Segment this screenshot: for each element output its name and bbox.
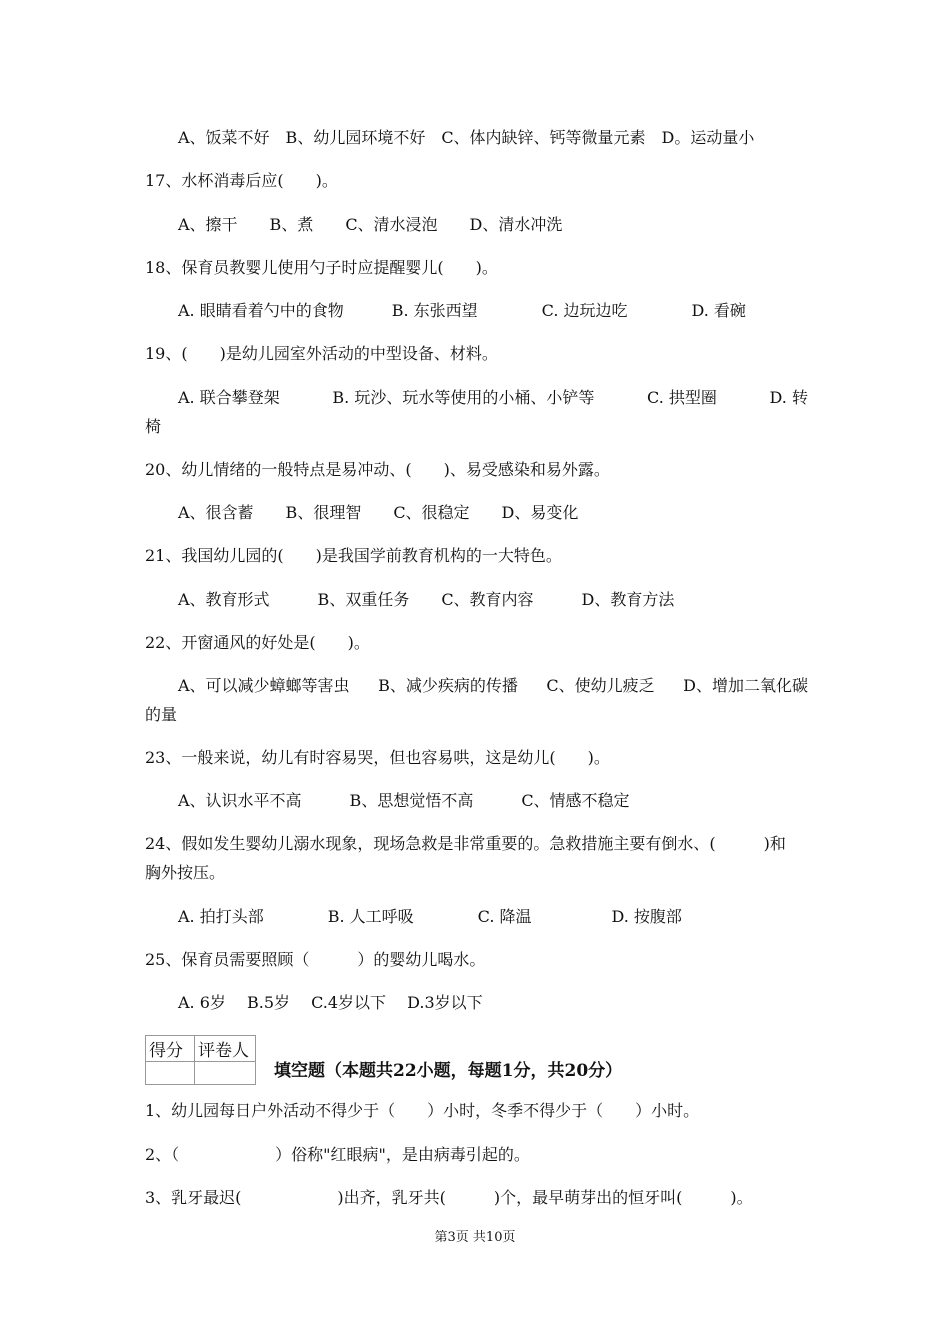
q19-option-a: A. 联合攀登架 <box>178 388 280 407</box>
question-22: 22、开窗通风的好处是( )。 <box>145 633 370 652</box>
q23-options: A、认识水平不高 B、思想觉悟不高 C、情感不稳定 <box>178 791 630 810</box>
question-24-wrap: 胸外按压。 <box>145 863 226 882</box>
grader-header: 评卷人 <box>195 1036 256 1062</box>
q19-option-b: B. 玩沙、玩水等使用的小桶、小铲等 <box>332 388 595 407</box>
page-footer: 第3页 共10页 <box>434 1230 516 1245</box>
q22-option-d: D、增加二氧化碳 <box>683 676 808 695</box>
q16-options: A、饭菜不好 B、幼儿园环境不好 C、体内缺锌、钙等微量元素 D。运动量小 <box>178 128 755 147</box>
fill-question-2: 2、（ ）俗称"红眼病"，是由病毒引起的。 <box>145 1145 530 1164</box>
q20-options: A、很含蓄 B、很理智 C、很稳定 D、易变化 <box>178 503 579 522</box>
q22-option-b: B、减少疾病的传播 <box>378 676 518 695</box>
q19-options-wrap: 椅 <box>145 417 162 436</box>
q24-options: A. 拍打头部 B. 人工呼吸 C. 降温 D. 按腹部 <box>178 907 682 926</box>
q21-options: A、教育形式 B、双重任务 C、教育内容 D、教育方法 <box>178 590 675 609</box>
question-24: 24、假如发生婴幼儿溺水现象，现场急救是非常重要的。急救措施主要有倒水、( )和 <box>145 834 786 853</box>
score-table <box>145 1035 256 1085</box>
q22-options <box>178 671 810 700</box>
question-19: 19、( )是幼儿园室外活动的中型设备、材料。 <box>145 344 498 363</box>
section-title: 填空题（本题共22小题，每题1分，共20分） <box>274 1061 623 1081</box>
grader-cell <box>195 1062 256 1085</box>
q19-option-c: C. 拱型圈 <box>647 388 717 407</box>
q19-option-d: D. 转 <box>769 388 808 407</box>
q25-options: A. 6岁 B.5岁 C.4岁以下 D.3岁以下 <box>178 993 483 1012</box>
q22-options-wrap: 的量 <box>145 705 178 724</box>
fill-question-1: 1、幼儿园每日户外活动不得少于（ ）小时，冬季不得少于（ ）小时。 <box>145 1101 700 1120</box>
question-18: 18、保育员教婴儿使用勺子时应提醒婴儿( )。 <box>145 258 498 277</box>
score-header: 得分 <box>146 1036 195 1062</box>
question-21: 21、我国幼儿园的( )是我国学前教育机构的一大特色。 <box>145 546 562 565</box>
q22-option-a: A、可以减少蟑螂等害虫 <box>178 676 350 695</box>
score-cell <box>146 1062 195 1085</box>
question-20: 20、幼儿情绪的一般特点是易冲动、( )、易受感染和易外露。 <box>145 460 610 479</box>
q19-options <box>178 383 810 412</box>
q17-options: A、擦干 B、煮 C、清水浸泡 D、清水冲洗 <box>178 215 563 234</box>
question-17: 17、水杯消毒后应( )。 <box>145 171 338 190</box>
question-23: 23、一般来说，幼儿有时容易哭，但也容易哄，这是幼儿( )。 <box>145 748 610 767</box>
question-25: 25、保育员需要照顾（ ）的婴幼儿喝水。 <box>145 950 486 969</box>
q18-options: A. 眼睛看着勺中的食物 B. 东张西望 C. 边玩边吃 D. 看碗 <box>178 301 746 320</box>
fill-question-3: 3、乳牙最迟( )出齐，乳牙共( )个，最早萌芽出的恒牙叫( )。 <box>145 1188 753 1207</box>
q22-option-c: C、使幼儿疲乏 <box>546 676 655 695</box>
